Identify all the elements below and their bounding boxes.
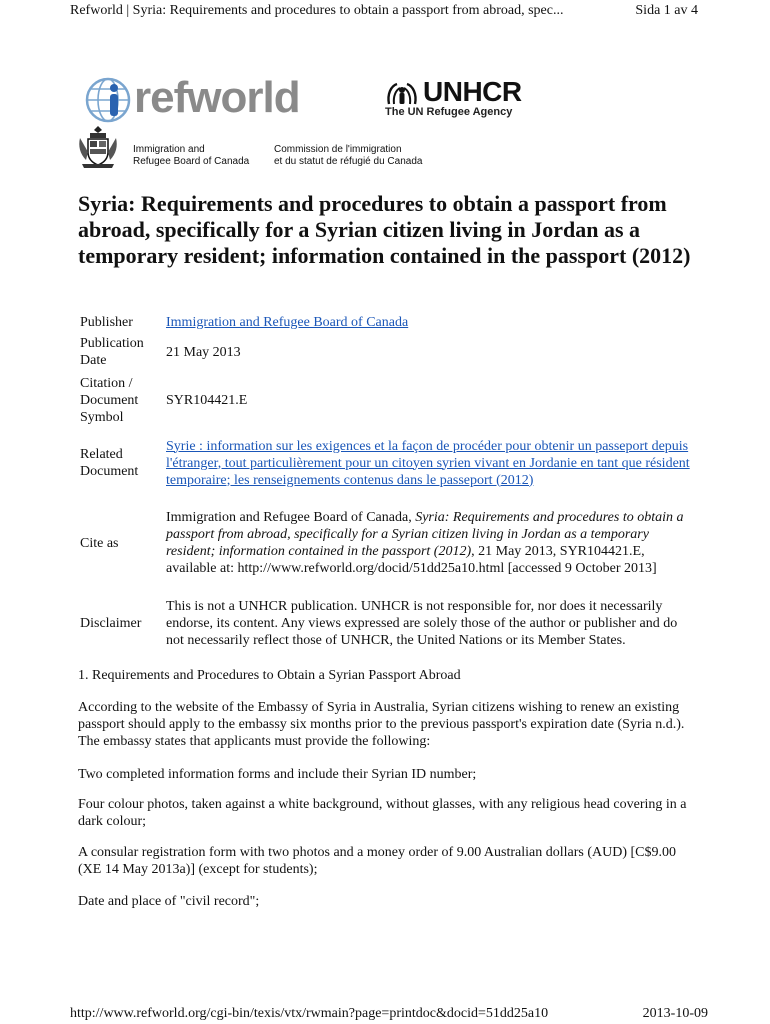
canada-coat-of-arms-icon [76,124,120,170]
meta-label: Cite as [80,535,119,551]
document-title: Syria: Requirements and procedures to obtain a passport from abroad, specifically for a Syrian citizen living in Jordan as a temporary resident; information contained in the passport (2012) [78,191,691,268]
meta-value: SYR104421.E [166,392,248,408]
unhcr-emblem-icon [385,80,419,106]
irb-en-line1: Immigration and [133,144,205,155]
unhcr-wordmark: UNHCR [423,76,522,107]
print-header-title: Refworld | Syria: Requirements and procedures to obtain a passport from abroad, spec... [70,3,564,18]
body-paragraph: Four colour photos, taken against a white background, without glasses, with any religious head covering in a dark colour; [78,797,687,829]
document-metadata-table [78,312,698,658]
meta-label: Related Document [80,447,139,479]
meta-row-publisher [78,312,698,332]
meta-row-related-document [78,428,698,498]
meta-row-cite-as [78,498,698,588]
unhcr-tagline: The UN Refugee Agency [385,106,513,118]
cite-suffix: , 21 May 2013, SYR104421.E, available at: http://www.refworld.org/docid/51dd25a10.html [accessed 9 October 2013] [166,544,657,576]
irb-fr-line1: Commission de l'immigration [274,144,402,155]
meta-row-publication-date [78,332,698,372]
related-document-link[interactable]: Syrie : information sur les exigences et la façon de procéder pour obtenir un passeport depuis l'étranger, tout particulièrement pour un citoyen syrien vivant en Jordanie en tant que résident temporaire; les renseignements contenus dans le passeport (2012) [166,438,690,488]
meta-label: Publication Date [80,336,144,368]
meta-row-citation [78,372,698,428]
meta-label: Publisher [80,314,133,330]
body-paragraph: A consular registration form with two photos and a money order of 9.00 Australian dollars (AUD) [C$9.00 (XE 14 May 2013a)] (except for students); [78,845,677,877]
print-header-page-number: Sida 1 av 4 [635,3,698,18]
body-paragraph: Two completed information forms and include their Syrian ID number; [78,767,477,782]
meta-label: Disclaimer [80,615,142,631]
meta-value: 21 May 2013 [166,344,241,360]
print-footer-date: 2013-10-09 [642,1006,708,1021]
irb-name-french [274,144,422,168]
irb-en-line2: Refugee Board of Canada [133,156,250,167]
unhcr-logo[interactable] [385,76,535,120]
publisher-link[interactable]: Immigration and Refugee Board of Canada [166,314,409,330]
irb-fr-line2: et du statut de réfugié du Canada [274,156,423,167]
section-heading: 1. Requirements and Procedures to Obtain a Syrian Passport Abroad [78,668,461,683]
meta-row-disclaimer [78,588,698,658]
cite-prefix: Immigration and Refugee Board of Canada, [166,510,416,525]
body-paragraph: Date and place of "civil record"; [78,894,260,909]
refworld-globe-icon [84,76,132,124]
print-footer-url: http://www.refworld.org/cgi-bin/texis/vtx/rwmain?page=printdoc&docid=51dd25a10 [70,1006,549,1021]
refworld-wordmark: refworld [134,73,300,122]
cite-as-value [162,498,698,588]
cite-title: Syria: Requirements and procedures to obtain a passport from abroad, specifically for a Syrian citizen living in Jordan as a temporary resident; information contained in the passport (2012) [166,510,684,559]
disclaimer-value: This is not a UNHCR publication. UNHCR is not responsible for, nor does it necessarily endorse, its content. Any views expressed are solely those of the author or publisher and do not necessarily reflect those of UNHCR, the United Nations or its Member States. [166,598,678,648]
irb-name-english [133,144,249,168]
body-paragraph: According to the website of the Embassy of Syria in Australia, Syrian citizens wishing to renew an existing passport should apply to the embassy six months prior to the previous passport's expiration date (Syria n.d.). The embassy states that applicants must provide the following: [78,700,685,749]
refworld-logo[interactable] [84,74,334,126]
meta-label: Citation / Document Symbol [80,375,139,425]
